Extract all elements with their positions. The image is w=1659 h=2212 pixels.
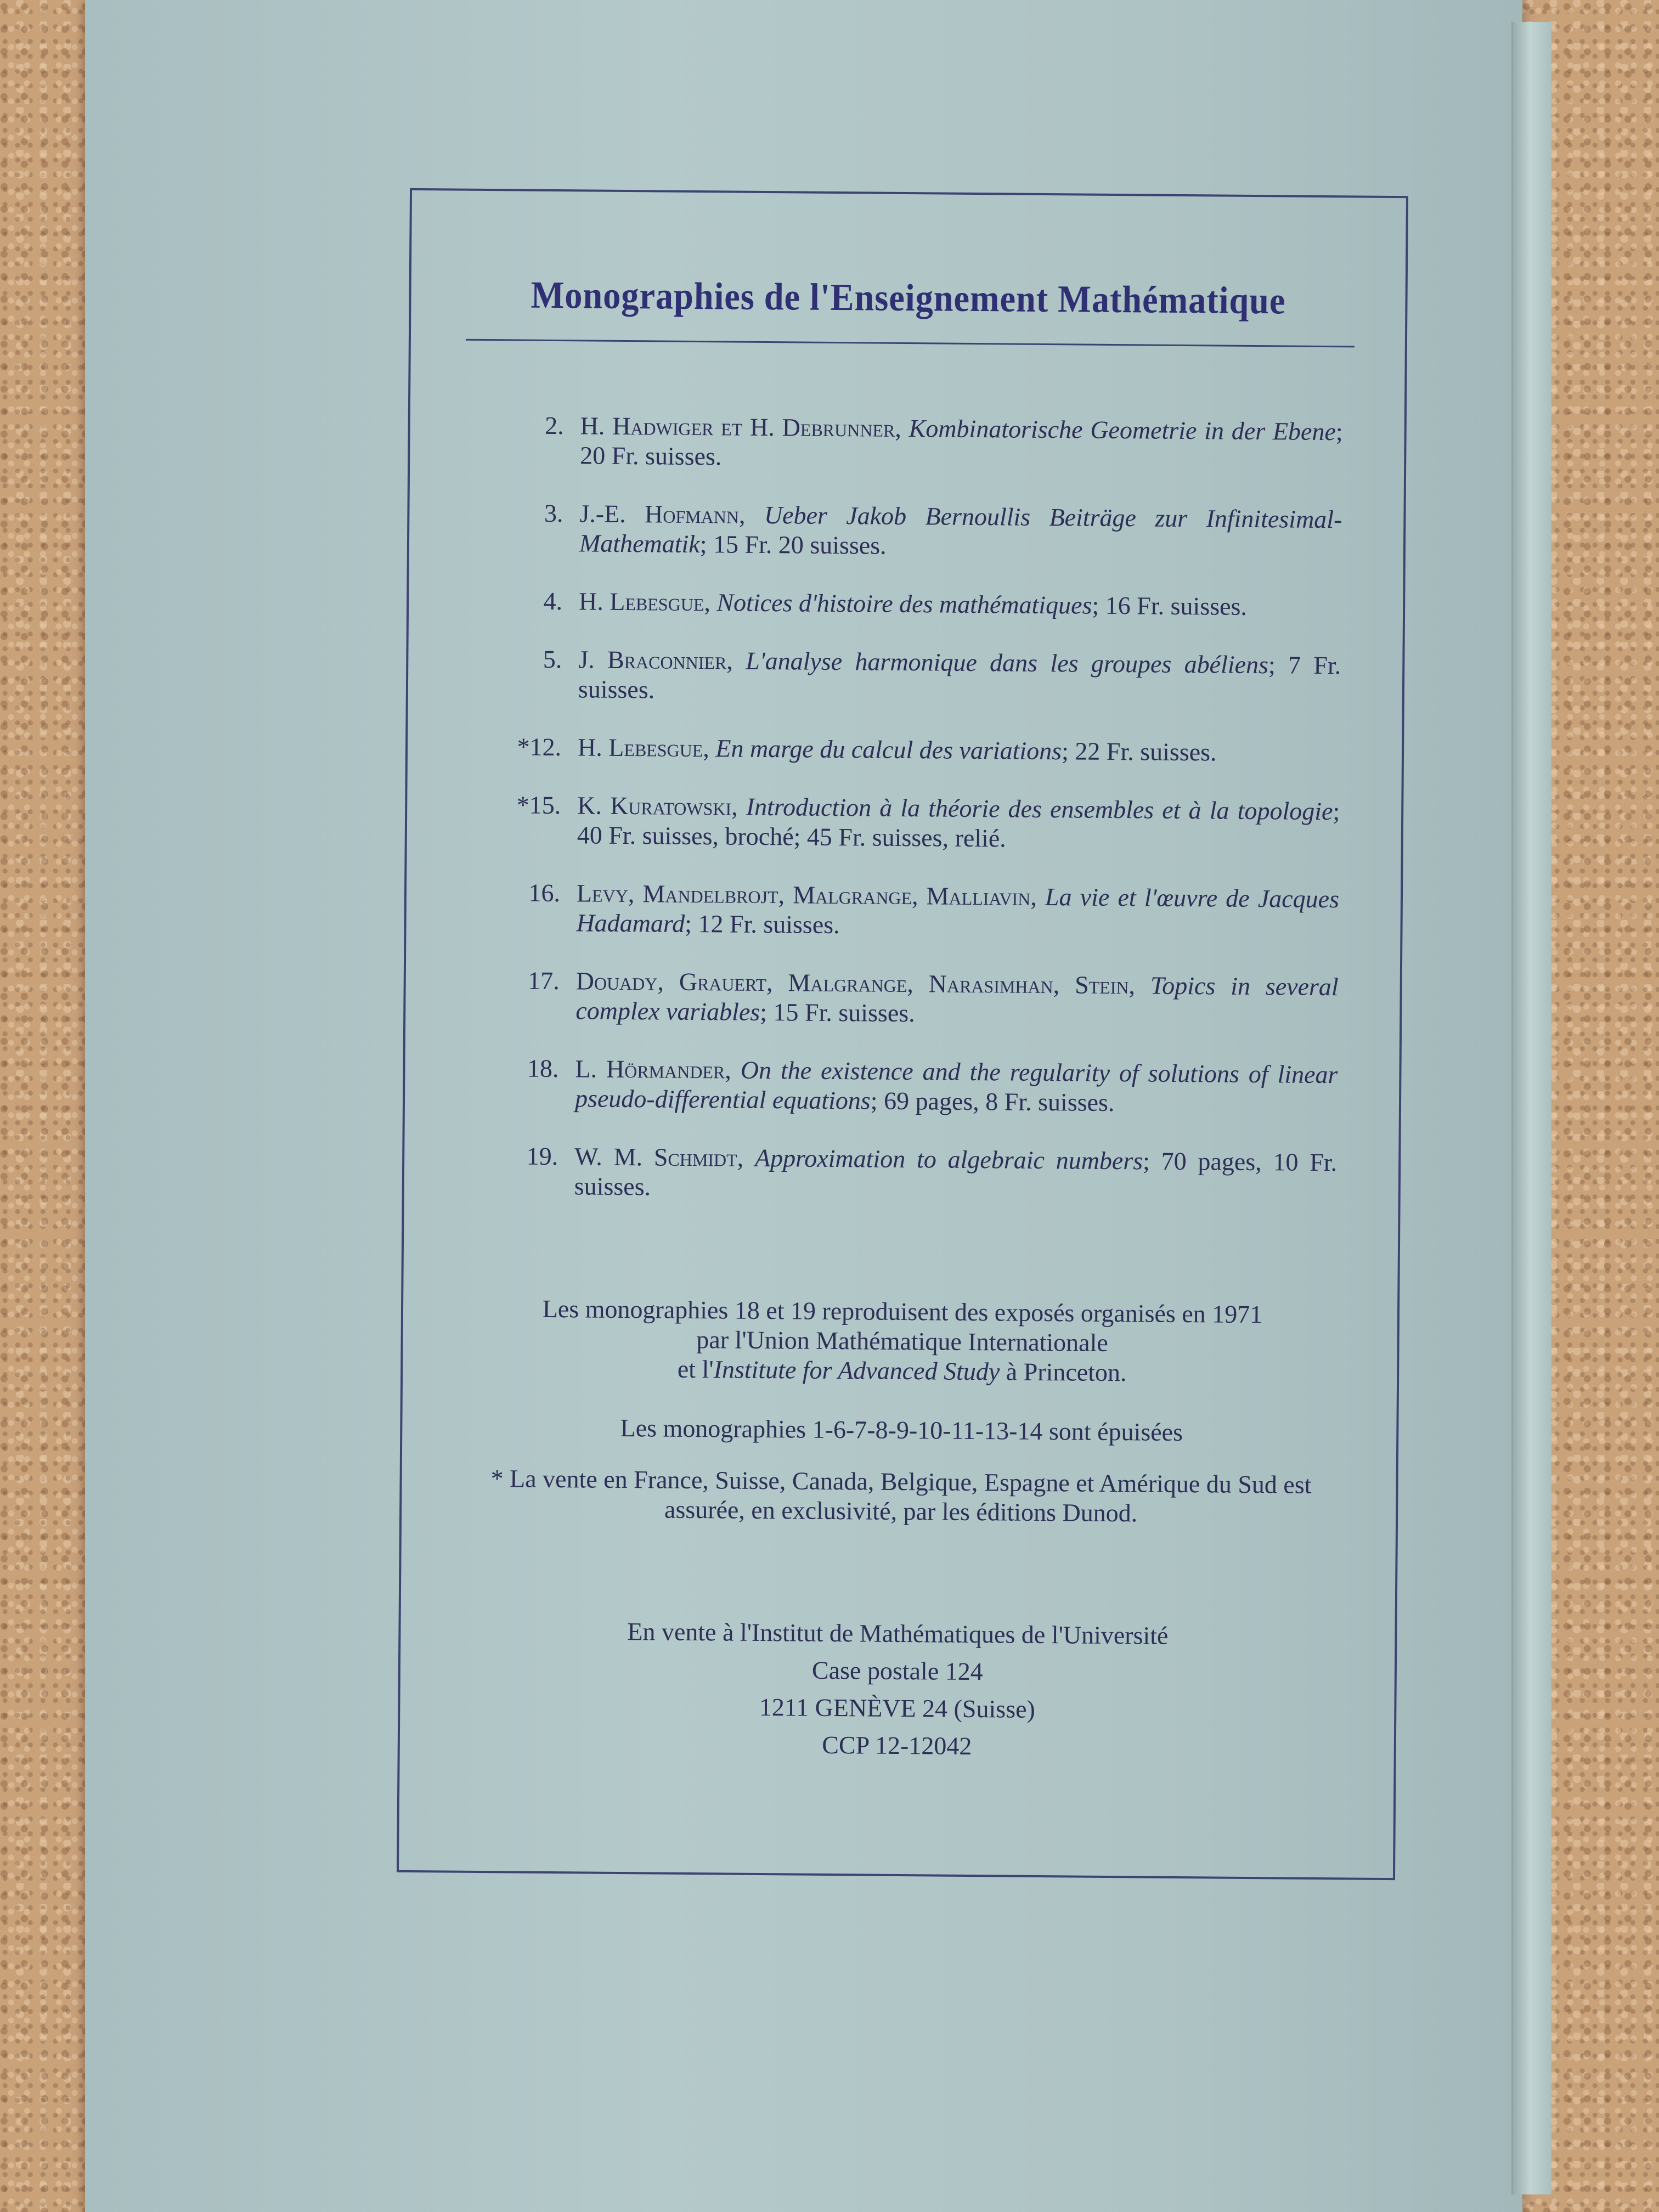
entry-separator: , bbox=[731, 792, 747, 821]
list-item bbox=[485, 644, 1341, 710]
entry-number: 5. bbox=[543, 645, 562, 674]
entry-separator: , bbox=[737, 1143, 755, 1172]
series-title: Monographies de l'Enseignement Mathématique bbox=[531, 274, 1286, 323]
list-item bbox=[481, 1141, 1338, 1207]
entry-authors: Douady, Grauert, Malgrange, Narasimhan, Stein bbox=[575, 967, 1129, 1000]
entry-separator: , bbox=[895, 414, 909, 443]
entry-number: 4. bbox=[543, 586, 563, 616]
entry-price: ; 12 Fr. suisses. bbox=[685, 909, 840, 939]
title-rule bbox=[466, 339, 1355, 348]
entry-number: 19. bbox=[526, 1142, 558, 1171]
entry-number: *15. bbox=[516, 791, 561, 820]
book-back-cover bbox=[85, 0, 1522, 2212]
list-item bbox=[482, 1053, 1338, 1119]
entry-price: ; 16 Fr. suisses. bbox=[1092, 591, 1248, 620]
entry-price: ; 20 Fr. suisses. bbox=[580, 417, 1343, 471]
entry-separator: , bbox=[703, 734, 716, 763]
entry-price: ; 40 Fr. suisses, broché; 45 Fr. suisses, relié. bbox=[577, 797, 1340, 853]
list-item bbox=[486, 586, 1341, 622]
entry-title: Introduction à la théorie des ensembles et à la topologie bbox=[746, 792, 1333, 826]
entry-title: En marge du calcul des variations bbox=[715, 734, 1062, 765]
out-of-print-note: Les monographies 1-6-7-8-9-10-11-13-14 sont épuisées bbox=[620, 1413, 1183, 1447]
entry-authors: K. Kuratowski bbox=[577, 791, 732, 821]
entry-price: ; 15 Fr. 20 suisses. bbox=[699, 530, 887, 560]
reproduction-line-1: Les monographies 18 et 19 reproduisent des exposés organisés en 1971 bbox=[542, 1294, 1263, 1329]
entry-authors: H. Lebesgue bbox=[578, 587, 704, 617]
entry-separator: , bbox=[738, 500, 765, 529]
list-item bbox=[482, 966, 1339, 1031]
monograph-list bbox=[481, 410, 1343, 1235]
entry-title: On the existence and the regularity of solutions of linear pseudo-differential equations bbox=[574, 1056, 1338, 1115]
address-line-2: Case postale 124 bbox=[811, 1656, 983, 1686]
entry-authors: H. Lebesgue bbox=[577, 733, 703, 763]
entry-title: Topics in several complex variables bbox=[575, 971, 1339, 1026]
entry-title: Ueber Jakob Bernoullis Beiträge zur Infinitesimal-Mathematik bbox=[579, 500, 1342, 558]
entry-price: ; 69 pages, 8 Fr. suisses. bbox=[870, 1086, 1115, 1117]
reproduction-line-3-prefix: et l' bbox=[677, 1355, 714, 1384]
list-item bbox=[486, 498, 1342, 564]
reproduction-line-3-suffix: à Princeton. bbox=[1000, 1357, 1127, 1387]
entry-separator: , bbox=[726, 646, 746, 675]
entry-title: Notices d'histoire des mathématiques bbox=[716, 588, 1092, 619]
entry-number: 16. bbox=[528, 878, 561, 907]
address-line-3: 1211 GENÈVE 24 (Suisse) bbox=[759, 1692, 1036, 1723]
address-block bbox=[400, 1611, 1395, 1768]
entry-title: Kombinatorische Geometrie in der Ebene bbox=[909, 414, 1336, 446]
reproduction-line-2: par l'Union Mathématique Internationale bbox=[696, 1325, 1108, 1357]
entry-title: Approximation to algebraic numbers bbox=[754, 1143, 1143, 1175]
entry-title: La vie et l'œuvre de Jacques Hadamard bbox=[576, 883, 1340, 938]
entry-price: ; 7 Fr. suisses. bbox=[578, 651, 1341, 704]
entry-authors: L. Hörmander bbox=[575, 1054, 725, 1084]
entry-number: *12. bbox=[517, 732, 562, 761]
entry-authors: J.-E. Hofmann bbox=[579, 499, 740, 529]
list-item bbox=[484, 732, 1340, 768]
entry-authors: Levy, Mandelbrojt, Malgrange, Malliavin bbox=[576, 879, 1031, 911]
list-item bbox=[487, 410, 1343, 476]
address-line-4: CCP 12-12042 bbox=[822, 1730, 972, 1760]
entry-price: ; 15 Fr. suisses. bbox=[760, 997, 915, 1028]
reproduction-note bbox=[447, 1293, 1358, 1389]
spine-fold bbox=[1511, 22, 1551, 2194]
entry-separator: , bbox=[1030, 882, 1046, 911]
entry-separator: , bbox=[1128, 971, 1151, 1000]
reproduction-line-3-institute: Institute for Advanced Study bbox=[713, 1355, 1000, 1386]
entry-authors: J. Braconnier bbox=[578, 645, 727, 675]
entry-number: 2. bbox=[544, 411, 564, 440]
entry-number: 17. bbox=[528, 966, 560, 995]
list-item bbox=[484, 790, 1340, 856]
list-item bbox=[483, 878, 1339, 944]
content-frame bbox=[397, 188, 1408, 1880]
entry-separator: , bbox=[704, 588, 717, 617]
entry-price: ; 70 pages, 10 Fr. suisses. bbox=[574, 1147, 1338, 1201]
entry-number: 3. bbox=[544, 499, 563, 528]
entry-number: 18. bbox=[527, 1054, 559, 1083]
address-line-1: En vente à l'Institut de Mathématiques de l'Université bbox=[627, 1617, 1169, 1650]
entry-authors: H. Hadwiger et H. Debrunner bbox=[580, 411, 895, 442]
entry-authors: W. M. Schmidt bbox=[574, 1142, 737, 1172]
entry-title: L'analyse harmonique dans les groupes abéliens bbox=[746, 646, 1269, 679]
notes-block bbox=[446, 1293, 1358, 1478]
sale-note: * La vente en France, Suisse, Canada, Belgique, Espagne et Amérique du Sud est assurée, en exclusivité, par les éditions Dunod. bbox=[490, 1464, 1312, 1527]
entry-price: ; 22 Fr. suisses. bbox=[1061, 737, 1217, 766]
entry-separator: , bbox=[725, 1056, 741, 1084]
